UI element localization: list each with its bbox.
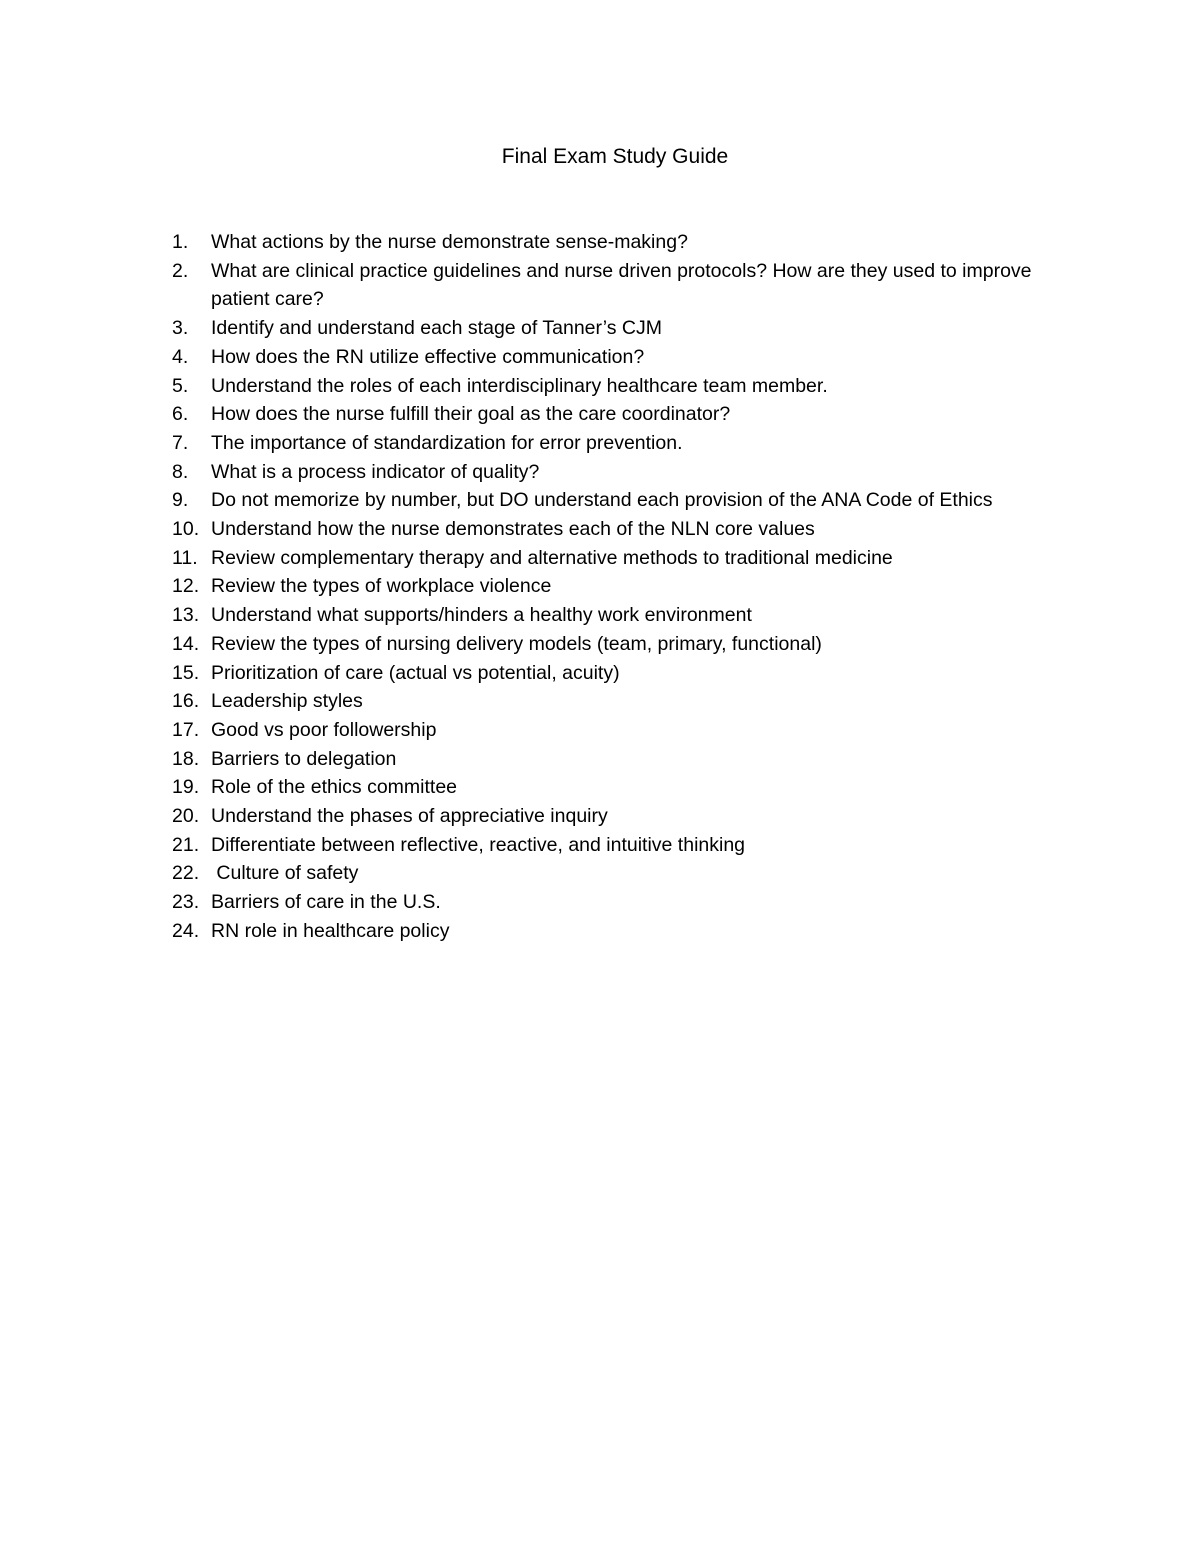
list-item — [172, 400, 1052, 429]
list-item — [172, 659, 1052, 688]
list-item-text: How does the nurse fulfill their goal as the care coordinator? — [211, 403, 731, 426]
list-item-number: 22. — [172, 862, 200, 885]
list-item-text: How does the RN utilize effective communication? — [211, 345, 645, 368]
list-item — [172, 859, 1052, 888]
list-item — [172, 687, 1052, 716]
list-item-text: What is a process indicator of quality? — [211, 460, 540, 483]
list-item-text: The importance of standardization for error prevention. — [211, 431, 683, 454]
list-item — [172, 831, 1052, 860]
study-question-list — [172, 228, 1052, 946]
list-item — [172, 888, 1052, 917]
list-item-text: Understand how the nurse demonstrates each of the NLN core values — [211, 518, 815, 541]
list-item-text: Barriers to delegation — [211, 747, 397, 770]
list-item-number: 18. — [172, 747, 200, 770]
list-item-number: 7. — [172, 431, 189, 454]
list-item-text: Review the types of workplace violence — [211, 575, 552, 598]
list-item-number: 14. — [172, 632, 200, 655]
list-item-number: 5. — [172, 374, 189, 397]
list-item — [172, 773, 1052, 802]
list-item — [172, 630, 1052, 659]
list-item-number: 1. — [172, 231, 189, 253]
list-item-text: Understand what supports/hinders a healthy work environment — [211, 604, 752, 627]
list-item-text: Understand the phases of appreciative inquiry — [211, 805, 608, 828]
list-item-number: 9. — [172, 489, 189, 512]
list-item-text: What actions by the nurse demonstrate sense-making? — [211, 231, 688, 253]
list-item-number: 3. — [172, 317, 189, 340]
list-item-number: 12. — [172, 575, 200, 598]
list-item-number: 2. — [172, 259, 189, 282]
list-item — [172, 228, 1052, 257]
list-item — [172, 544, 1052, 573]
list-item — [172, 716, 1052, 745]
list-item-text: RN role in healthcare policy — [211, 919, 450, 942]
list-item — [172, 372, 1052, 401]
document-title: Final Exam Study Guide — [501, 145, 729, 168]
list-item-number: 13. — [172, 604, 200, 627]
list-item-number: 20. — [172, 805, 200, 828]
list-item-number: 8. — [172, 460, 189, 483]
list-item — [172, 429, 1052, 458]
list-item-text: What are clinical practice guidelines and nurse driven protocols? How are they used to improve patient care? — [211, 259, 1037, 311]
list-item-number: 21. — [172, 833, 200, 856]
list-item-text: Culture of safety — [211, 862, 359, 885]
list-item — [172, 572, 1052, 601]
list-item — [172, 314, 1052, 343]
list-item-text: Prioritization of care (actual vs potential, acuity) — [211, 661, 620, 684]
list-item-text: Good vs poor followership — [211, 718, 437, 741]
list-item — [172, 515, 1052, 544]
list-item-text: Differentiate between reflective, reactive, and intuitive thinking — [211, 833, 746, 856]
list-item-text: Review complementary therapy and alternative methods to traditional medicine — [211, 546, 893, 569]
list-item-number: 23. — [172, 891, 200, 914]
list-item-text: Leadership styles — [211, 690, 363, 713]
list-item — [172, 486, 1052, 515]
list-item — [172, 343, 1052, 372]
list-item-text: Barriers of care in the U.S. — [211, 891, 441, 914]
list-item-text: Identify and understand each stage of Tanner’s CJM — [211, 317, 662, 340]
list-item-number: 19. — [172, 776, 200, 799]
list-item-number: 16. — [172, 690, 200, 713]
list-item-number: 15. — [172, 661, 200, 684]
list-item-text: Role of the ethics committee — [211, 776, 458, 799]
list-item — [172, 257, 1052, 314]
list-item — [172, 745, 1052, 774]
list-item — [172, 802, 1052, 831]
list-item — [172, 601, 1052, 630]
list-item-text: Do not memorize by number, but DO understand each provision of the ANA Code of Ethics — [211, 489, 993, 512]
list-item — [172, 458, 1052, 487]
list-item-number: 10. — [172, 518, 200, 541]
list-item-number: 6. — [172, 403, 189, 426]
list-item-number: 24. — [172, 919, 200, 942]
list-item-number: 11. — [172, 546, 198, 569]
list-item-number: 4. — [172, 345, 189, 368]
list-item-number: 17. — [172, 718, 200, 741]
list-item-text: Review the types of nursing delivery models (team, primary, functional) — [211, 632, 822, 655]
list-item-text: Understand the roles of each interdisciplinary healthcare team member. — [211, 374, 828, 397]
list-item — [172, 917, 1052, 946]
